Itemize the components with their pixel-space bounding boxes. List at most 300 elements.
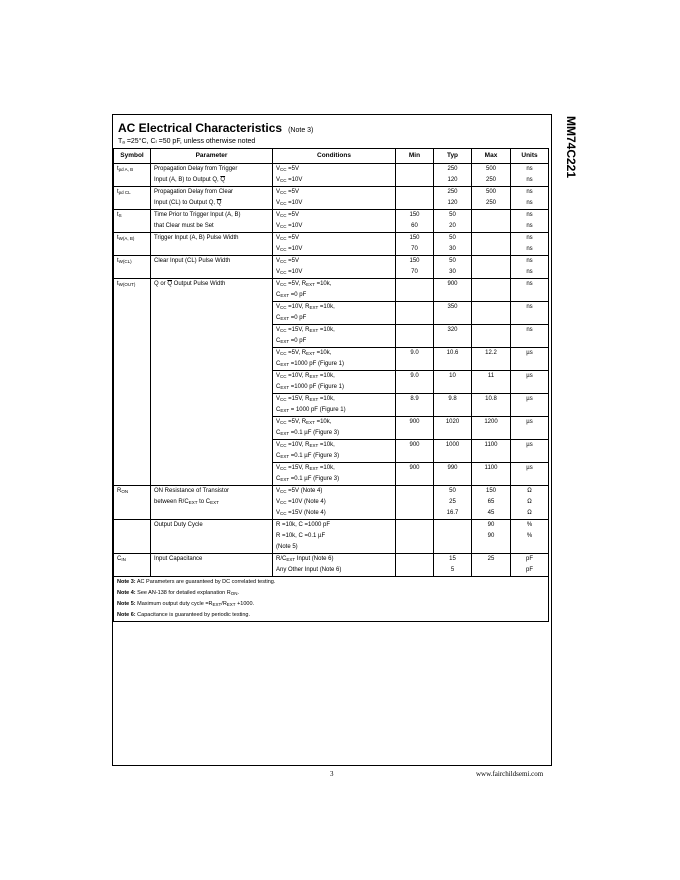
cell-parameter [151,164,273,187]
cell-conditions-line: $V_{CC} =5V$ [276,166,300,172]
table-row [114,486,549,520]
table-row [114,164,549,187]
cell-typ-line: 15 [449,556,456,562]
section-note-ref: (Note 3) [288,127,314,134]
cell-max [472,394,511,417]
cell-typ-line [437,290,468,301]
cell-units-line [514,542,545,553]
cell-units [511,302,549,325]
cell-min-line: 9.0 [410,373,419,379]
col-header-parameter: Parameter [151,149,273,164]
footnote [117,599,545,610]
cell-min-line [399,313,430,324]
cell-units-line: Ω [527,510,532,516]
cell-max-line [475,256,507,267]
cell-conditions [273,256,396,279]
cell-max-line [475,359,507,370]
cell-units-line [514,428,545,439]
cell-conditions-line: $C_{EXT} =1000$ pF (Figure 1) [276,384,344,390]
cell-parameter-line [154,531,269,542]
cell-symbol: $R_{ON}$ [114,486,151,520]
table-row [114,256,549,279]
cell-conditions-line: $V_{CC} =5V$ [276,258,300,264]
cell-max [472,486,511,520]
cell-conditions [273,164,396,187]
cell-conditions [273,325,396,348]
cell-symbol: $t_{W(OUT)}$ [114,279,151,486]
cell-min [396,325,434,348]
cell-min-line: 150 [409,235,420,241]
cell-conditions-line: $V_{CC} =10V$ (Note 4) [276,499,326,505]
cell-conditions-line: $V_{CC} =10V$ [276,246,303,252]
cell-min-line: 70 [411,269,418,275]
cell-typ [434,233,472,256]
footnote [117,610,545,621]
cell-max-line [475,313,507,324]
col-header-max: Max [472,149,511,164]
footnote-text: AC Parameters are guaranteed by DC correlated testing. [135,579,276,585]
footnote-label: Note 4: [117,590,136,596]
cell-typ [434,417,472,440]
cell-typ-line: 120 [447,177,458,183]
cell-typ-line [437,428,468,439]
cell-min [396,210,434,233]
cell-units [511,394,549,417]
cell-min [396,348,434,371]
cell-units [511,486,549,520]
cell-parameter-line [154,542,269,553]
cell-max [472,554,511,577]
cell-max-line [475,279,507,290]
cell-max [472,256,511,279]
cell-typ [434,187,472,210]
cell-min-line [399,474,430,485]
cell-min-line [399,164,430,175]
cell-typ-line: 25 [449,499,456,505]
cell-units [511,348,549,371]
cell-min [396,463,434,486]
cell-parameter [151,187,273,210]
cell-conditions [273,394,396,417]
table-row [114,554,549,577]
cell-min-line [399,451,430,462]
cell-typ [434,302,472,325]
cell-units-line [514,359,545,370]
cell-conditions-line: $V_{CC} =5V$ [276,235,300,241]
cell-typ-line [437,474,468,485]
cell-min [396,279,434,302]
cell-typ-line [437,313,468,324]
cell-max-line: 150 [485,488,496,494]
notes-row [114,577,549,622]
cell-min-line [399,290,430,301]
cell-min-line [399,531,430,542]
cell-units [511,463,549,486]
cell-units-line [514,336,545,347]
cell-conditions-line: $V_{CC} =10V$, $R_{EXT} =10k$, [276,304,335,310]
cell-min [396,394,434,417]
cell-min-line: 60 [411,223,418,229]
cell-typ-line [437,520,468,531]
cell-symbol: $t_{W(CL)}$ [114,256,151,279]
cell-typ-line: 30 [449,269,456,275]
cell-units-line: ns [526,304,533,310]
cell-conditions-line: $V_{CC} =15V$, $R_{EXT} =10k$, [276,396,335,402]
cell-min-line [399,359,430,370]
cell-conditions-line: $V_{CC} =5V$, $R_{EXT} =10k$, [276,350,332,356]
cell-typ-line: 250 [447,189,458,195]
cell-parameter-line: Output Duty Cycle [154,522,203,528]
cell-units-line: µs [526,350,533,356]
cell-max-line [475,290,507,301]
cell-max-line: 1100 [484,465,498,471]
cell-conditions-line: $C_{EXT} =0.1$ µF (Figure 3) [276,453,340,459]
footer-url: www.fairchildsemi.com [476,770,544,778]
cell-min-line [399,382,430,393]
cell-max-line [475,244,507,255]
table-header-row [114,149,549,164]
cell-min-line [399,554,430,565]
cell-parameter [151,520,273,554]
cell-min-line: 900 [409,465,420,471]
cell-parameter [151,486,273,520]
cell-symbol: $t_{pd CL}$ [114,187,151,210]
cell-typ-line: 900 [447,281,458,287]
cell-typ-line: 350 [447,304,458,310]
cell-max-line: 1200 [484,419,498,425]
cell-units-line [514,382,545,393]
cell-max [472,164,511,187]
cell-max-line: 25 [487,556,495,562]
cell-min-line: 70 [411,246,418,252]
cell-conditions-line: $V_{CC} =5V$, $R_{EXT} =10k$, [276,419,332,425]
cell-typ-line [437,542,468,553]
cell-conditions-line: $C_{EXT} =0.1$ µF (Figure 3) [276,430,340,436]
cell-conditions [273,486,396,520]
cell-parameter-line [154,508,269,519]
cell-units [511,279,549,302]
cell-max [472,233,511,256]
cell-min-line [399,187,430,198]
cell-max-line [475,302,507,313]
cell-parameter-line: Propagation Delay from Trigger [154,166,238,172]
cell-min [396,233,434,256]
cell-typ-line: 1020 [445,419,460,425]
cell-max [472,371,511,394]
cell-units-line: ns [526,189,533,195]
cell-max [472,440,511,463]
table-row [114,210,549,233]
cell-typ-line [437,336,468,347]
cell-max-line: 250 [485,177,496,183]
cell-typ-line: 250 [447,166,458,172]
cell-parameter [151,233,273,256]
cell-units-line: ns [526,246,533,252]
cell-parameter: Q or $\overline{Q}$ Output Pulse Width [151,279,273,486]
cell-max-line [475,267,507,278]
cell-symbol: $t_S$ [114,210,151,233]
cell-parameter-line [154,565,269,576]
cell-units-line [514,290,545,301]
cell-symbol [114,520,151,554]
cell-max-line [475,565,507,576]
cell-typ [434,279,472,302]
cell-max [472,279,511,302]
cell-min-line [399,520,430,531]
cell-conditions [273,554,396,577]
cell-conditions-line: $V_{CC} =10V$ [276,200,303,206]
side-part-number: MM74C221 [564,116,578,179]
cell-conditions [273,371,396,394]
cell-conditions [273,233,396,256]
cell-conditions-line: (Note 5) [276,544,298,550]
footnote-label: Note 5: [117,601,136,607]
cell-conditions [273,440,396,463]
cell-units [511,164,549,187]
cell-conditions [273,302,396,325]
cell-typ-line: 990 [447,465,458,471]
cell-units-line: ns [526,281,533,287]
cell-parameter-line [154,244,269,255]
cell-conditions-line: $C_{EXT} =0$ pF [276,338,307,344]
cell-min [396,486,434,520]
cell-min-line [399,302,430,313]
cell-max-line: 12.2 [485,350,497,356]
cell-conditions-line: $C_{EXT} = 1000$ pF (Figure 1) [276,407,346,413]
cell-min [396,440,434,463]
cell-max-line: 250 [485,200,496,206]
footnote-text: See AN-138 for detailed explanation $R_{ON}$. [135,590,240,596]
cell-parameter [151,210,273,233]
cell-conditions [273,463,396,486]
col-header-units: Units [511,149,549,164]
cell-typ-line: 10 [449,373,456,379]
cell-units-line: ns [526,223,533,229]
cell-min [396,554,434,577]
cell-max [472,325,511,348]
cell-parameter-line: Propagation Delay from Clear [154,189,234,195]
cell-max-line [475,210,507,221]
cell-max-line: 500 [485,166,496,172]
cell-typ [434,394,472,417]
cell-min [396,164,434,187]
cell-parameter-line: Clear Input (CL) Pulse Width [154,258,231,264]
cell-conditions-line: Any Other Input (Note 6) [276,567,342,573]
cell-max-line: 11 [487,373,495,379]
section-heading [118,121,313,135]
cell-parameter-line: Trigger Input (A, B) Pulse Width [154,235,239,241]
cell-typ-line [437,405,468,416]
cell-typ-line: 120 [447,200,458,206]
cell-max [472,417,511,440]
cell-typ [434,210,472,233]
cell-max-line: 45 [487,510,495,516]
footnote-text: Maximum output duty cycle $=R_{EXT}/R_{EXT} +1000$. [135,601,255,607]
cell-max-line [475,221,507,232]
cell-conditions-line: $C_{EXT} =0.1$ µF (Figure 3) [276,476,340,482]
cell-max [472,302,511,325]
cell-typ-line: 320 [447,327,458,333]
cell-min [396,520,434,554]
cell-conditions-line: $V_{CC} =5V$ [276,212,300,218]
cell-units-line: pF [525,567,533,573]
cell-units-line: ns [526,235,533,241]
cell-units-line [514,405,545,416]
cell-parameter [151,256,273,279]
notes-cell [114,577,549,622]
cell-min-line [399,279,430,290]
cell-typ-line: 20 [449,223,456,229]
cell-typ [434,520,472,554]
cell-max [472,210,511,233]
cell-units-line: ns [526,200,533,206]
cell-min-line [399,175,430,186]
cell-units [511,233,549,256]
cell-units-line: µs [526,419,533,425]
cell-max-line [475,428,507,439]
cell-min-line [399,565,430,576]
cell-max [472,463,511,486]
cell-typ-line: 10.6 [446,350,459,356]
cell-conditions-line: $V_{CC} =10V$, $R_{EXT} =10k$, [276,442,335,448]
cell-min [396,371,434,394]
cell-conditions-line: $C_{EXT} =0$ pF [276,315,307,321]
cell-conditions-line: $V_{CC} =15V$, $R_{EXT} =10k$, [276,465,335,471]
cell-units-line: ns [526,177,533,183]
cell-units-line: ns [526,212,533,218]
footnote-text: Capacitance is guaranteed by periodic testing. [135,612,250,618]
col-header-conditions: Conditions [273,149,396,164]
cell-units-line [514,474,545,485]
cell-min-line [399,508,430,519]
cell-max-line [475,542,507,553]
cell-min-line: 8.9 [410,396,419,402]
cell-parameter-line: that Clear must be Set [154,223,214,229]
cell-conditions-line: $V_{CC} =10V$ [276,177,303,183]
cell-parameter-line [154,267,269,278]
cell-conditions-line: $C_{EXT} =1000$ pF (Figure 1) [276,361,344,367]
cell-max-line: 90 [487,522,495,528]
cell-typ [434,554,472,577]
cell-units-line: µs [526,465,533,471]
cell-typ-line [437,531,468,542]
cell-typ [434,440,472,463]
cell-symbol: $C_{IN}$ [114,554,151,577]
page-number: 3 [330,770,334,778]
footnote [117,577,545,588]
cell-symbol: $t_{W(A, B)}$ [114,233,151,256]
cell-conditions-line: $V_{CC} =10V$ [276,223,303,229]
cell-max-line: 65 [487,499,495,505]
cell-typ-line: 30 [449,246,456,252]
cell-typ-line: 9.8 [448,396,457,402]
cell-conditions-line: $V_{CC} =5V$ (Note 4) [276,488,323,494]
cell-conditions-line: $R/C_{EXT}$ Input (Note 6) [276,556,334,562]
col-header-min: Min [396,149,434,164]
cell-parameter-line: Input (A, B) to Output Q, $\overline{Q}$ [154,177,226,183]
cell-units-line: µs [526,396,533,402]
cell-typ-line: 50 [449,258,456,264]
cell-conditions-line: $V_{CC} =10V$, $R_{EXT} =10k$, [276,373,335,379]
cell-typ-line [437,451,468,462]
cell-units-line: µs [526,373,533,379]
cell-typ [434,486,472,520]
cell-min [396,187,434,210]
cell-conditions-line: $C_{EXT} =0$ pF [276,292,307,298]
cell-units [511,554,549,577]
cell-max-line: 90 [487,533,495,539]
cell-parameter-line: ON Resistance of Transistor [154,488,230,494]
cell-parameter-line: Time Prior to Trigger Input (A, B) [154,212,241,218]
cell-max-line [475,233,507,244]
table-row [114,233,549,256]
cell-max-line: 1100 [484,442,498,448]
cell-max-line [475,336,507,347]
cell-parameter-line: Input Capacitance [154,556,203,562]
cell-min-line [399,198,430,209]
cell-min-line: 9.0 [410,350,419,356]
cell-typ [434,256,472,279]
cell-units-line: Ω [527,488,532,494]
cell-min-line [399,428,430,439]
cell-typ [434,348,472,371]
cell-conditions-line: $V_{CC} =15V$ (Note 4) [276,510,326,516]
cell-conditions-line: R =10k, C =1000 pF [276,522,331,528]
cell-max-line: 500 [485,189,496,195]
cell-typ-line: 1000 [445,442,460,448]
cell-units [511,187,549,210]
footnote [117,588,545,599]
cell-conditions [273,520,396,554]
cell-conditions-line: $V_{CC} =5V$, $R_{EXT} =10k$, [276,281,332,287]
cell-min-line: 150 [409,258,420,264]
cell-units [511,325,549,348]
cell-min-line [399,497,430,508]
col-header-typ: Typ [434,149,472,164]
cell-units-line: % [526,533,533,539]
cell-typ-line: 50 [449,235,456,241]
cell-typ-line: 50 [449,488,456,494]
footnote-label: Note 3: [117,579,136,585]
cell-min-line [399,325,430,336]
cell-units-line: ns [526,258,533,264]
cell-conditions [273,279,396,302]
cell-max-line [475,382,507,393]
cell-min-line [399,542,430,553]
cell-typ [434,371,472,394]
cell-conditions [273,187,396,210]
cell-units [511,371,549,394]
cell-units-line: pF [525,556,533,562]
cell-max-line [475,325,507,336]
cell-min-line: 900 [409,442,420,448]
cell-min-line [399,405,430,416]
cell-parameter [151,554,273,577]
cell-units-line: µs [526,442,533,448]
cell-conditions [273,210,396,233]
cell-min [396,417,434,440]
cell-max-line [475,451,507,462]
cell-typ [434,164,472,187]
cell-max-line [475,405,507,416]
cell-conditions-line: R =10k, C =0.1 µF [276,533,326,539]
cell-units [511,417,549,440]
cell-min-line [399,336,430,347]
table-row [114,187,549,210]
cell-max [472,187,511,210]
cell-units [511,520,549,554]
cell-units [511,440,549,463]
